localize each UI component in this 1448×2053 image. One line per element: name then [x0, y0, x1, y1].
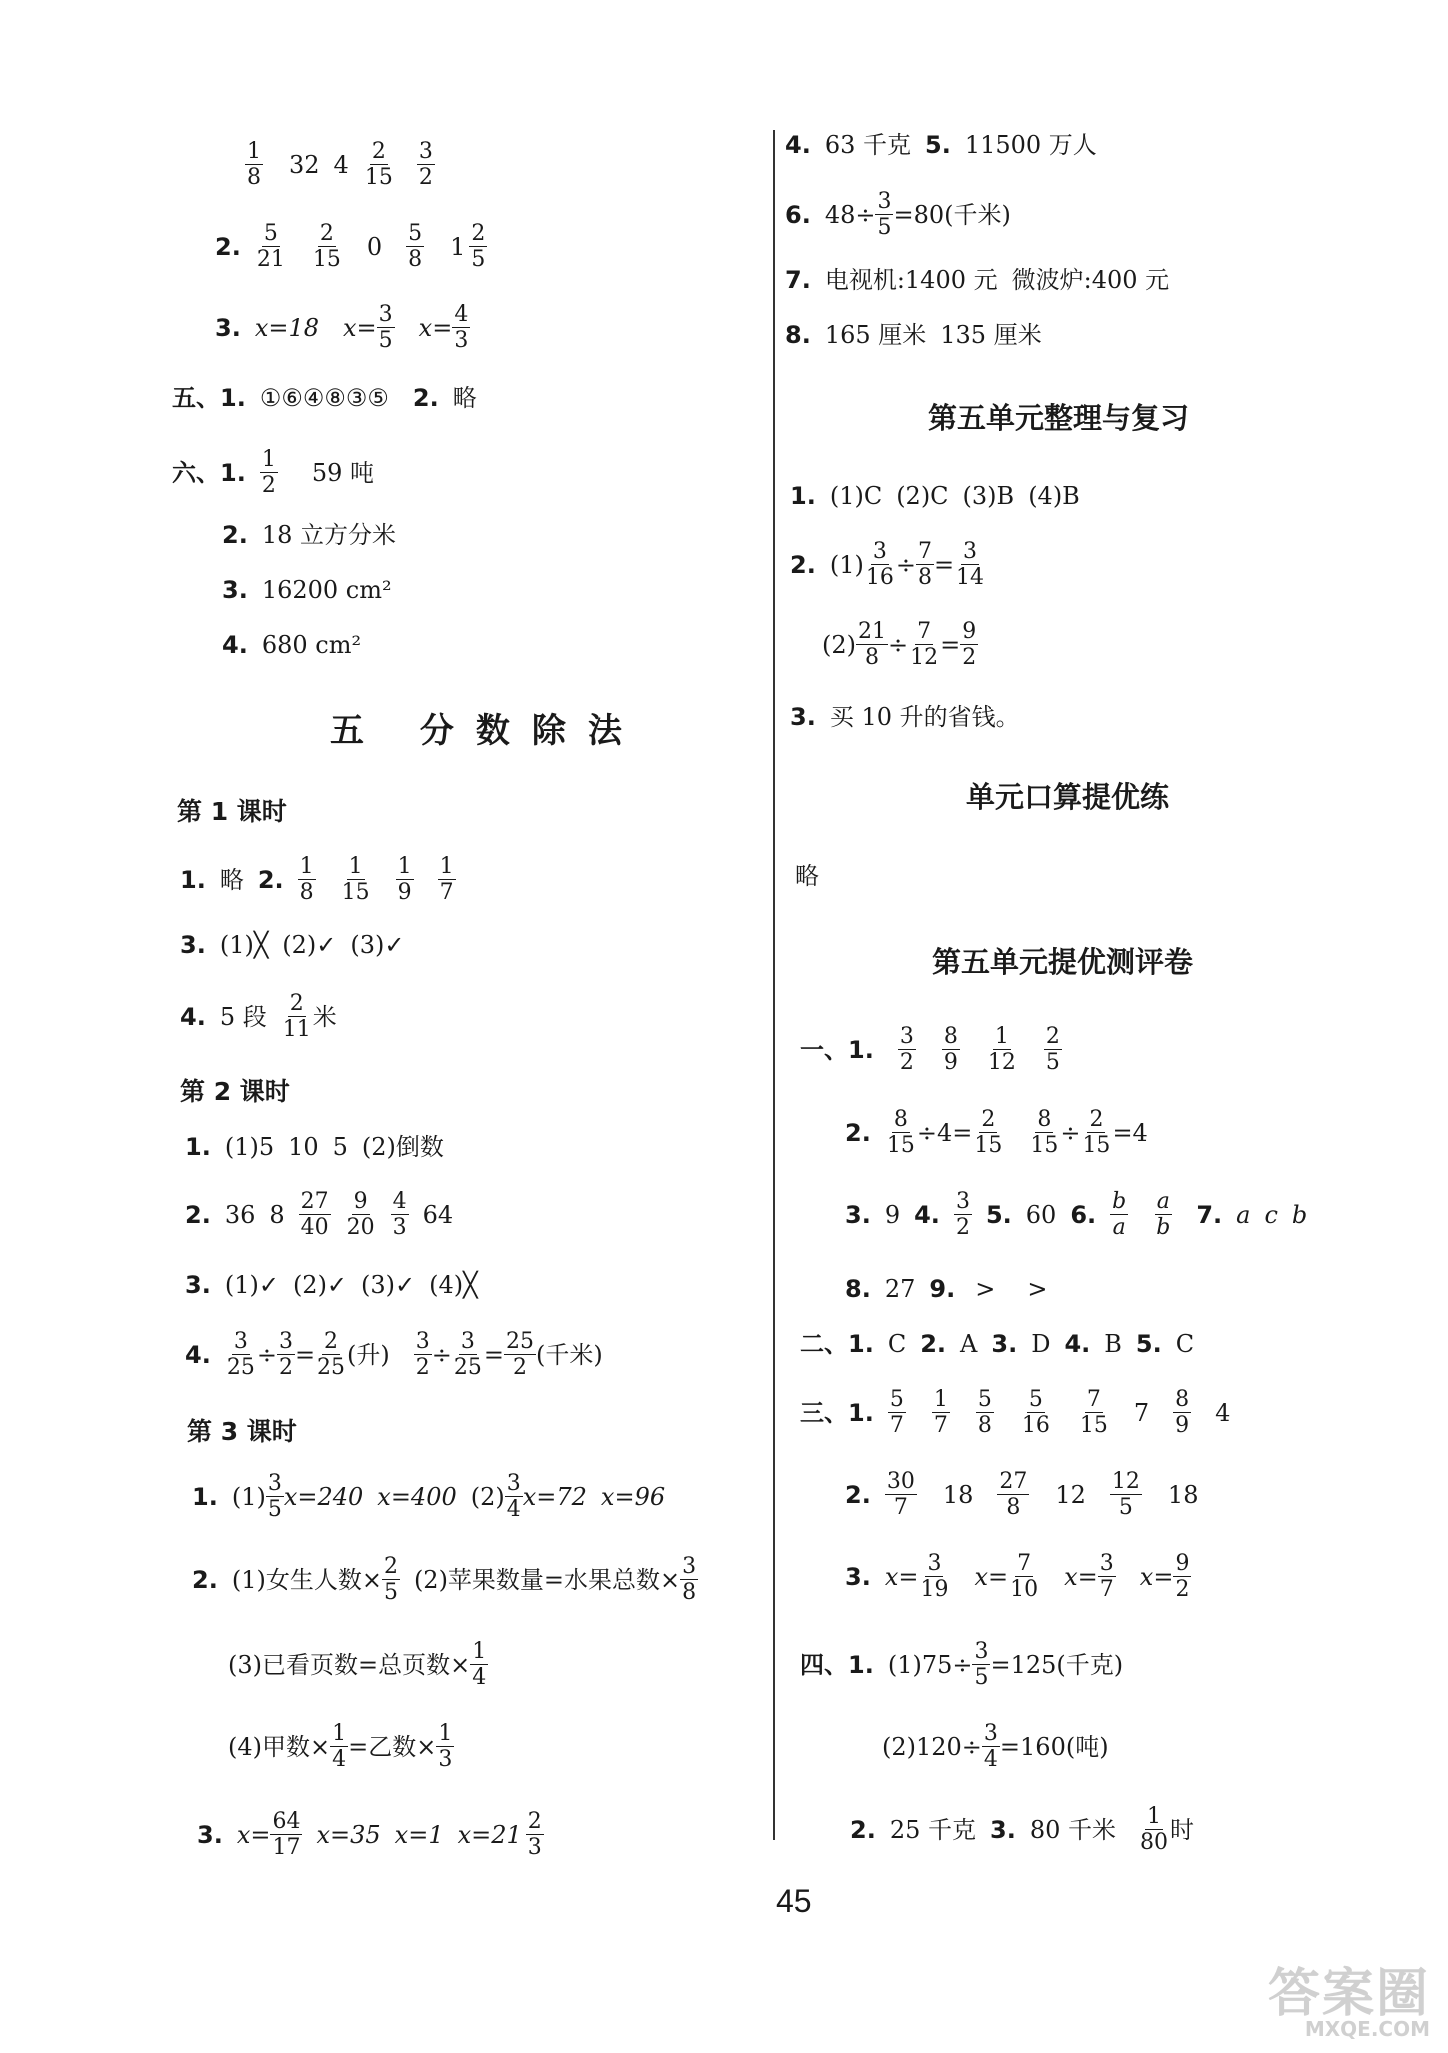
- item-number: 4.: [785, 131, 811, 159]
- equation: x= $\frac{7}{10}$: [974, 1551, 1039, 1603]
- item-number: 六、1.: [172, 458, 246, 487]
- fraction: $\frac{5}{21}$: [256, 221, 285, 273]
- section-title: 第五单元整理与复习: [928, 401, 1190, 435]
- item-number: 二、1.: [800, 1330, 874, 1358]
- answer-value: >: [1027, 1275, 1048, 1303]
- answer-value: 60: [1025, 1200, 1057, 1229]
- item-number: 一、1.: [800, 1035, 874, 1064]
- answer-value: 7: [1133, 1398, 1150, 1427]
- answer-line: [245, 140, 449, 189]
- item-number: 4.: [185, 1340, 211, 1369]
- fraction: $\frac{2}{11}$ 米: [282, 991, 337, 1043]
- item-number: 2.: [845, 1480, 871, 1509]
- fraction: $\frac{1}{12}$: [987, 1024, 1016, 1076]
- answer-value: (1)5: [224, 1133, 275, 1161]
- lesson-title: 第 2 课时: [180, 1077, 290, 1106]
- fraction: $\frac{4}{3}$: [392, 1189, 407, 1241]
- item-number: 2.: [790, 550, 816, 579]
- answer-value: C: [887, 1330, 907, 1358]
- equation: (2) $\frac{21}{8}$ ÷ $\frac{7}{12}$ = $\frac{9}{2}$: [822, 619, 977, 671]
- fraction: $\frac{1}{80}$ 时: [1140, 1804, 1194, 1856]
- item-number: 5.: [985, 1200, 1012, 1229]
- answer-value: c: [1264, 1200, 1278, 1229]
- item-number: 4.: [180, 1002, 206, 1031]
- answer-line: [822, 620, 992, 669]
- item-number: 3.: [180, 931, 206, 959]
- answer-line: [845, 1552, 1205, 1601]
- equation: (3)已看页数=总页数× $\frac{1}{4}$: [228, 1639, 487, 1691]
- equation: (1)女生人数× $\frac{2}{5}$: [231, 1554, 398, 1606]
- fraction: $\frac{2}{15}$: [364, 139, 393, 191]
- fraction: $\frac{1}{8}$: [299, 854, 314, 906]
- answer-line: [180, 855, 470, 904]
- equation: x= $\frac{3}{5}$: [343, 302, 393, 354]
- answer-value: 18: [1167, 1480, 1199, 1509]
- answer-line: [785, 190, 1025, 239]
- answer-value: (2)倒数: [361, 1133, 444, 1161]
- equation: $\frac{8}{15}$ ÷ $\frac{2}{15}$ =4: [1030, 1107, 1148, 1159]
- item-number: 2.: [920, 1330, 947, 1358]
- answer-value: C: [1175, 1330, 1195, 1358]
- item-number: 3.: [215, 313, 241, 342]
- item-number: 5.: [1135, 1330, 1162, 1358]
- answer-value: (2)✓: [292, 1271, 348, 1299]
- answer-line: [850, 1805, 1208, 1854]
- answer-line: [185, 1190, 467, 1239]
- fraction: $\frac{3}{2}$: [418, 139, 433, 191]
- item-number: 8.: [845, 1275, 871, 1303]
- answer-value: x=35: [316, 1820, 381, 1849]
- answer-value: 59 吨: [311, 458, 374, 487]
- fraction: $\frac{3}{2}$: [899, 1024, 914, 1076]
- answer-line: [197, 1810, 558, 1859]
- fraction: $\frac{2}{5}$: [1045, 1024, 1060, 1076]
- answer-line: [785, 133, 1111, 157]
- equation: x= $\frac{3}{19}$: [884, 1551, 949, 1603]
- fraction: $\frac{8}{9}$: [943, 1024, 958, 1076]
- item-number: 7.: [1196, 1200, 1223, 1229]
- answer-value: 略: [452, 384, 477, 412]
- fraction: $\frac{9}{20}$: [346, 1189, 375, 1241]
- answer-value: x=18: [254, 313, 320, 342]
- answer-value: (3)✓: [350, 931, 405, 959]
- answer-line: [215, 303, 484, 352]
- column-divider: [773, 130, 775, 1840]
- item-number: 6.: [785, 200, 811, 229]
- item-number: 三、1.: [800, 1398, 874, 1427]
- item-number: 3.: [845, 1562, 871, 1591]
- fraction: $\frac{27}{8}$: [999, 1469, 1028, 1521]
- item-number: 7.: [785, 266, 811, 294]
- answer-value: 80 千米: [1029, 1815, 1116, 1844]
- section-title: 第五单元提优测评卷: [932, 945, 1194, 979]
- answer-value: b: [1291, 1200, 1308, 1229]
- fraction: $\frac{12}{5}$: [1111, 1469, 1140, 1521]
- fraction: $\frac{7}{15}$: [1079, 1387, 1108, 1439]
- item-number: 4.: [1064, 1330, 1091, 1358]
- answer-value: 135 厘米: [940, 321, 1042, 349]
- answer-line: [185, 1273, 492, 1297]
- answer-line: [228, 1722, 468, 1771]
- equation: x= $\frac{3}{7}$: [1064, 1551, 1114, 1603]
- item-number: 3.: [185, 1271, 211, 1299]
- lesson-title: 第 3 课时: [187, 1417, 297, 1446]
- answer-value: 12: [1055, 1480, 1086, 1509]
- answer-value: x=400: [377, 1482, 457, 1511]
- answer-line: [172, 386, 491, 410]
- answer-line: [800, 1332, 1208, 1356]
- answer-value: (3)✓: [361, 1271, 416, 1299]
- answer-value: 680 cm²: [261, 631, 362, 659]
- fraction: $\frac{2}{15}$: [312, 221, 341, 273]
- item-number: 2.: [185, 1200, 211, 1229]
- item-number: 5.: [925, 131, 951, 159]
- answer-value: 4: [333, 150, 349, 179]
- answer-value: 5: [332, 1133, 348, 1161]
- equation: x= $\frac{64}{17}$: [236, 1809, 301, 1861]
- answer-value: 微波炉:400 元: [1011, 266, 1170, 294]
- equation: $\frac{8}{15}$ ÷4= $\frac{2}{15}$: [886, 1107, 1003, 1159]
- equation: (2)120÷ $\frac{3}{4}$ =160(吨): [882, 1721, 1109, 1773]
- item-number: 1.: [790, 482, 816, 510]
- answer-line: [228, 1640, 502, 1689]
- answer-value: ①⑥④⑧③⑤: [259, 384, 389, 412]
- answer-line: [790, 705, 1034, 729]
- equation: (2) $\frac{3}{4}$ x=72: [470, 1471, 587, 1523]
- fraction: $\frac{5}{8}$: [977, 1387, 992, 1439]
- answer-value: >: [975, 1275, 996, 1303]
- answer-value: a: [1236, 1200, 1251, 1229]
- item-number: 8.: [785, 321, 811, 349]
- answer-line: [785, 268, 1183, 292]
- answer-value: (2)C: [896, 482, 949, 510]
- answer-value: 略: [795, 862, 819, 890]
- watermark-url: MXQE.COM: [1304, 2017, 1430, 2041]
- fraction: $\frac{1}{7}$: [933, 1387, 948, 1439]
- fraction: $\frac{27}{40}$: [300, 1189, 329, 1241]
- answer-value: 4: [1215, 1398, 1231, 1427]
- answer-line: [845, 1277, 1061, 1301]
- item-number: 1.: [185, 1133, 211, 1161]
- answer-line: [185, 1330, 617, 1379]
- item-number: 3.: [845, 1200, 871, 1229]
- fraction: $\frac{3}{2}$: [955, 1189, 970, 1241]
- item-number: 五、1.: [172, 384, 246, 412]
- watermark: [1180, 1951, 1430, 2041]
- answer-line: [790, 484, 1094, 508]
- answer-line: [845, 1470, 1212, 1519]
- answer-value: 买 10 升的省钱。: [829, 703, 1020, 731]
- section-title: 单元口算提优练: [966, 780, 1170, 814]
- answer-value: (2)✓: [282, 931, 337, 959]
- answer-value: 11500 万人: [964, 131, 1097, 159]
- item-number: 9.: [929, 1275, 956, 1303]
- answer-value: (1)C: [829, 482, 883, 510]
- answer-line: [185, 1135, 458, 1159]
- item-number: 2.: [845, 1118, 871, 1147]
- item-number: 3.: [197, 1820, 223, 1849]
- fraction: $\frac{5}{16}$: [1021, 1387, 1050, 1439]
- answer-value: 63 千克: [824, 131, 911, 159]
- item-number: 4.: [914, 1200, 940, 1229]
- answer-value: x=96: [600, 1482, 666, 1511]
- unit-title: 五 分数除法: [330, 711, 644, 751]
- answer-line: [180, 992, 351, 1041]
- answer-line: [800, 1388, 1244, 1437]
- answer-line: [882, 1722, 1123, 1771]
- answer-value: (3)B: [962, 482, 1015, 510]
- equation: (1) $\frac{3}{16}$ ÷ $\frac{7}{8}$ = $\frac{3}{14}$: [829, 539, 985, 591]
- answer-line: [790, 540, 1000, 589]
- equation: (1) $\frac{3}{5}$ x=240: [231, 1471, 364, 1523]
- answer-value: 10: [288, 1133, 319, 1161]
- answer-value: x=1: [394, 1820, 444, 1849]
- answer-line: [180, 933, 419, 957]
- item-number: 2.: [222, 521, 248, 549]
- page-number: 45: [776, 1883, 812, 1919]
- answer-line: [222, 578, 406, 602]
- item-number: 3.: [991, 1330, 1018, 1358]
- answer-value: 略: [219, 865, 244, 894]
- fraction: $\frac{1}{9}$: [397, 854, 412, 906]
- answer-value: 32: [289, 150, 320, 179]
- answer-line: [845, 1108, 1162, 1157]
- fraction: $\frac{b}{a}$: [1112, 1189, 1127, 1241]
- answer-value: 18: [942, 1480, 974, 1509]
- answer-line: [222, 633, 375, 657]
- answer-value: 27: [884, 1275, 916, 1303]
- answer-line: [800, 1025, 1076, 1074]
- answer-value: (1)✓: [224, 1271, 279, 1299]
- answer-value: 0: [366, 232, 383, 261]
- item-number: 2.: [192, 1565, 218, 1594]
- equation: (4)甲数× $\frac{1}{4}$ =乙数× $\frac{1}{3}$: [228, 1721, 453, 1773]
- answer-line: [795, 864, 833, 888]
- answer-line: [785, 323, 1056, 347]
- answer-value: 64: [422, 1200, 454, 1229]
- equation: $\frac{3}{2}$ ÷ $\frac{3}{25}$ = $\frac{25}{2}$ (千米): [415, 1329, 603, 1381]
- answer-line: [222, 523, 410, 547]
- equation: x= $\frac{4}{3}$: [418, 302, 469, 354]
- fraction: $\frac{1}{15}$: [341, 854, 370, 906]
- lesson-title: 第 1 课时: [177, 797, 287, 826]
- answer-line: [192, 1555, 712, 1604]
- answer-value: (4)B: [1028, 482, 1080, 510]
- item-number: 3.: [790, 703, 816, 731]
- answer-value: A: [960, 1330, 978, 1358]
- item-number: 2.: [215, 232, 241, 261]
- fraction: $\frac{8}{9}$: [1175, 1387, 1190, 1439]
- fraction: $\frac{5}{7}$: [889, 1387, 904, 1439]
- answer-value: 36: [224, 1200, 256, 1229]
- fraction: $\frac{5}{8}$: [408, 221, 423, 273]
- equation: 48÷ $\frac{3}{5}$ =80(千米): [824, 189, 1011, 241]
- item-number: 3.: [990, 1815, 1016, 1844]
- answer-value: 16200 cm²: [261, 576, 392, 604]
- fraction: $\frac{1}{7}$: [439, 854, 454, 906]
- item-number: 1.: [180, 865, 206, 894]
- item-number: 2.: [850, 1815, 876, 1844]
- fraction: $\frac{30}{7}$: [886, 1469, 915, 1521]
- fraction: $\frac{a}{b}$: [1156, 1189, 1171, 1241]
- watermark-logo: 答案圈: [1267, 1964, 1430, 2024]
- fraction: $\frac{1}{8}$: [247, 139, 261, 191]
- answer-line: [215, 222, 501, 271]
- fraction: $\frac{1}{2}$: [261, 447, 276, 499]
- answer-value: 电视机:1400 元: [824, 266, 998, 294]
- equation: x= $\frac{9}{2}$: [1139, 1551, 1190, 1603]
- answer-value: 18 立方分米: [261, 521, 396, 549]
- answer-line: [172, 448, 388, 497]
- answer-value: 9: [884, 1200, 901, 1229]
- item-number: 1.: [192, 1482, 218, 1511]
- answer-value: (1)╳: [219, 931, 269, 959]
- answer-value: B: [1104, 1330, 1122, 1358]
- item-number: 3.: [222, 576, 248, 604]
- mixed-number: x=21 $\frac{2}{3}$: [457, 1809, 542, 1861]
- answer-line: [845, 1190, 1321, 1239]
- equation: (2)苹果数量=水果总数× $\frac{3}{8}$: [413, 1554, 697, 1606]
- answer-value: (4)╳: [429, 1271, 478, 1299]
- answer-value: 165 厘米: [824, 321, 927, 349]
- item-number: 四、1.: [800, 1650, 874, 1679]
- item-number: 2.: [257, 865, 284, 894]
- mixed-number: 1 $\frac{2}{5}$: [450, 221, 486, 273]
- answer-value: 8: [269, 1200, 285, 1229]
- answer-line: [192, 1472, 679, 1521]
- item-number: 4.: [222, 631, 248, 659]
- answer-line: [800, 1640, 1137, 1689]
- item-number: 2.: [412, 384, 439, 412]
- equation: (1)75÷ $\frac{3}{5}$ =125(千克): [887, 1639, 1124, 1691]
- answer-value: 5 段: [219, 1002, 267, 1031]
- answer-value: D: [1031, 1330, 1051, 1358]
- item-number: 6.: [1070, 1200, 1097, 1229]
- answer-value: 25 千克: [889, 1815, 976, 1844]
- equation: $\frac{3}{25}$ ÷ $\frac{3}{2}$ = $\frac{2}{25}$ (升): [226, 1329, 390, 1381]
